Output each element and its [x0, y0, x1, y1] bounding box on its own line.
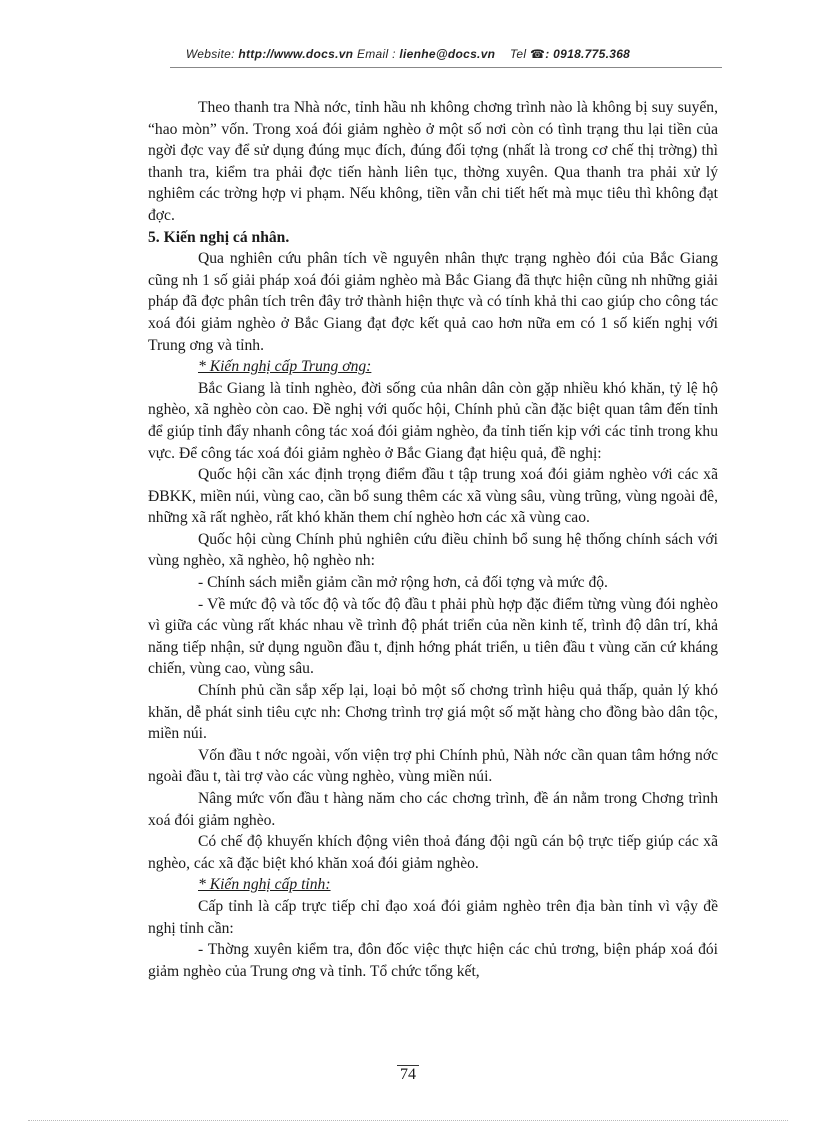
subheading-province-text: * Kiến nghị cấp tỉnh: [198, 876, 331, 894]
paragraph-central-4: Chính phủ cần sắp xếp lại, loại bỏ một số chơng trình hiệu quả thấp, quản lý khó khăn, dễ phát sinh tiêu cực nh: Chơng trình trợ giá một số mặt hàng cho đồng bào dân tộc, miền núi. [148, 682, 718, 743]
bullet-province-1: - Thờng xuyên kiểm tra, đôn đốc việc thực hiện các chủ trơng, biện pháp xoá đói giảm nghèo của Trung ơng và tỉnh. Tổ chức tổng kết, [148, 941, 718, 980]
paragraph-intro: Qua nghiên cứu phân tích về nguyên nhân thực trạng nghèo đói của Bắc Giang cũng nh 1 số giải pháp xoá đói giảm nghèo mà Bắc Giang đã thực hiện cũng nh những giải pháp đã đợc phân tích trên đây trở thành hiện thực và có tính khả thi cao giúp cho công tác xoá đói giảm nghèo ở Bắc Giang đạt đợc kết quả cao hơn nữa em có 1 số kiến nghị với Trung ơng và tỉnh. [148, 250, 718, 354]
website-link[interactable]: http://www.docs.vn [238, 47, 354, 61]
bullet-policy-1: - Chính sách miễn giảm cần mở rộng hơn, cả đối tợng và mức độ. [198, 574, 608, 592]
page-header [0, 47, 816, 61]
website-label: Website: [185, 47, 235, 61]
section-heading-recommendations: 5. Kiến nghị cá nhân. [148, 228, 290, 246]
paragraph-central-7: Có chế độ khuyến khích động viên thoả đáng đội ngũ cán bộ trực tiếp giúp các xã nghèo, các xã đặc biệt khó khăn xoá đói giảm nghèo. [148, 833, 718, 872]
bullet-policy-2: - Về mức độ và tốc độ và tốc độ đầu t phải phù hợp đặc điểm từng vùng đói nghèo vì giữa các vùng rất khác nhau về trình độ phát triển của nền kinh tế, trình độ dân trí, khả năng tiếp nhận, sử dụng nguồn đầu t, định hớng phát triển, u tiên đầu t vùng căn cứ kháng chiến, vùng cao, vùng sâu. [148, 595, 718, 678]
subheading-province [148, 874, 718, 896]
footer-divider [28, 1120, 788, 1121]
tel-value: : 0918.775.368 [545, 47, 631, 61]
paragraph-central-3: Quốc hội cùng Chính phủ nghiên cứu điều chỉnh bổ sung hệ thống chính sách với vùng nghèo, xã nghèo, hộ nghèo nh: [148, 530, 718, 570]
phone-icon: ☎ [529, 47, 546, 61]
paragraph-province-1: Cấp tỉnh là cấp trực tiếp chỉ đạo xoá đói giảm nghèo trên địa bàn tỉnh vì vậy đề nghị tỉnh cần: [148, 897, 718, 937]
page-number [0, 1066, 816, 1084]
paragraph-inspection: Theo thanh tra Nhà nớc, tỉnh hầu nh không chơng trình nào là không bị suy suyển, “hao mòn” vốn. Trong xoá đói giảm nghèo ở một số nơi còn có tình trạng thu lại tiền của ngời đợc vay để sử dụng đúng mục đích, đúng đối tợng (nhất là trong cơ chế thị trờng) thì thanh tra, kiểm tra phải đợc tiến hành liên tục, thờng xuyên. Qua thanh tra phải xử lý nghiêm các trờng hợp vi phạm. Nếu không, tiền vẫn chi tiết hết mà mục tiêu thì không đạt đợc. [148, 99, 718, 224]
email-link[interactable]: lienhe@docs.vn [399, 47, 496, 61]
page-number-text: 74 [397, 1065, 419, 1083]
email-label: Email : [356, 47, 396, 61]
paragraph-central-2: Quốc hội cần xác định trọng điểm đầu t tập trung xoá đói giảm nghèo với các xã ĐBKK, miền núi, vùng cao, cần bổ sung thêm các xã vùng sâu, vùng trũng, vùng ngoài đê, những xã rất nghèo, rất khó khăn them chí nghèo hơn các xã vùng cao. [148, 466, 718, 527]
paragraph-central-5: Vốn đầu t nớc ngoài, vốn viện trợ phi Chính phủ, Nàh nớc cần quan tâm hớng nớc ngoài đầu t, tài trợ vào các vùng nghèo, vùng miền núi. [148, 746, 718, 786]
tel-label: Tel [509, 47, 527, 61]
paragraph-central-1: Bắc Giang là tỉnh nghèo, đời sống của nhân dân còn gặp nhiều khó khăn, tỷ lệ hộ nghèo, xã nghèo còn cao. Đề nghị với quốc hội, Chính phủ cần đặc biệt quan tâm đến tỉnh để giúp tỉnh đẩy nhanh công tác xoá đói giảm nghèo, đa tỉnh tiến kịp với các tỉnh trong khu vực. Để công tác xoá đói giảm nghèo ở Bắc Giang đạt hiệu quả, đề nghị: [148, 379, 718, 462]
subheading-central-text: * Kiến nghị cấp Trung ơng: [198, 358, 372, 376]
document-body [148, 97, 718, 982]
paragraph-central-6: Nâng mức vốn đầu t hàng năm cho các chơng trình, đề án nằm trong Chơng trình xoá đói giảm nghèo. [148, 790, 718, 829]
header-divider [170, 67, 722, 68]
subheading-central [148, 356, 718, 378]
